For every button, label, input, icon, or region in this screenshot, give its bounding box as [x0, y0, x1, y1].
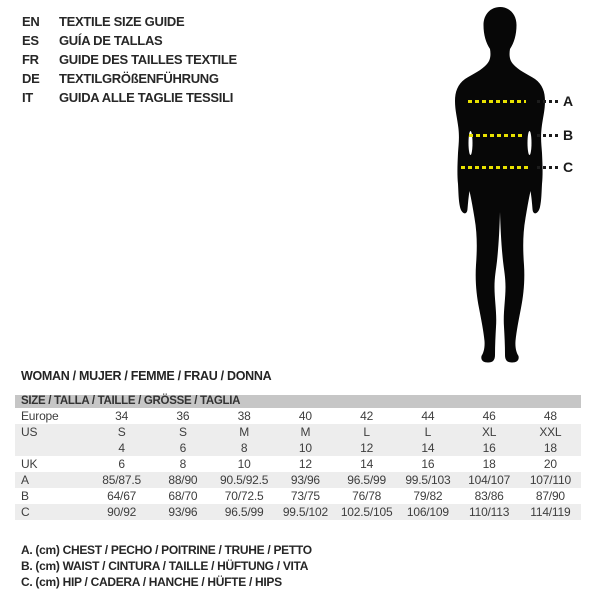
- hip-measure-line: [461, 166, 530, 169]
- table-cell: 96.5/99: [347, 473, 386, 487]
- table-row: [15, 424, 581, 440]
- table-cell: 93/96: [290, 473, 320, 487]
- table-cell: 12: [298, 457, 312, 471]
- size-table: [15, 395, 581, 520]
- table-cell: 87/90: [535, 489, 565, 503]
- table-cell: 114/119: [530, 505, 571, 519]
- table-row: [15, 408, 581, 424]
- table-cell: 10: [298, 441, 312, 455]
- table-cell: 79/82: [413, 489, 443, 503]
- table-cell: 107/110: [529, 473, 571, 487]
- language-row: [22, 31, 237, 50]
- table-cell: 90/92: [107, 505, 137, 519]
- language-title: TEXTILE SIZE GUIDE: [59, 14, 185, 29]
- table-row-label: B: [21, 489, 29, 503]
- table-row-label: C: [21, 505, 30, 519]
- table-row-label: Europe: [21, 409, 59, 423]
- table-cell: 38: [237, 409, 251, 423]
- table-cell: 42: [360, 409, 374, 423]
- woman-silhouette-figure: [430, 4, 570, 366]
- table-cell: 4: [118, 441, 125, 455]
- language-row: [22, 88, 237, 107]
- language-code: ES: [22, 33, 39, 48]
- language-title: GUIDA ALLE TAGLIE TESSILI: [59, 90, 234, 105]
- section-title: WOMAN / MUJER / FEMME / FRAU / DONNA: [21, 369, 272, 383]
- language-code: FR: [22, 52, 39, 67]
- table-cell: 70/72.5: [224, 489, 264, 503]
- marker-label-a: A: [563, 93, 573, 109]
- table-cell: L: [424, 425, 432, 439]
- table-cell: 16: [482, 441, 496, 455]
- waist-measure-line: [469, 134, 523, 137]
- table-cell: 46: [482, 409, 496, 423]
- table-cell: M: [300, 425, 311, 439]
- table-row: [15, 504, 581, 520]
- table-cell: 99.5/103: [405, 473, 451, 487]
- marker-label-c: C: [563, 159, 573, 175]
- table-cell: 93/96: [168, 505, 198, 519]
- language-row: [22, 50, 237, 69]
- table-row: [15, 472, 581, 488]
- table-row-label: A: [21, 473, 29, 487]
- table-cell: 88/90: [168, 473, 198, 487]
- table-row-label: US: [21, 425, 38, 439]
- table-cell: 106/109: [406, 505, 449, 519]
- table-cell: 99.5/102: [282, 505, 328, 519]
- table-cell: XXL: [539, 425, 562, 439]
- table-cell: 110/113: [469, 505, 510, 519]
- table-cell: 104/107: [468, 473, 511, 487]
- language-code: EN: [22, 14, 40, 29]
- table-cell: 90.5/92.5: [220, 473, 269, 487]
- table-cell: 14: [421, 441, 435, 455]
- table-cell: 34: [115, 409, 129, 423]
- table-cell: 96.5/99: [224, 505, 264, 519]
- table-cell: S: [178, 425, 187, 439]
- measurement-legend: [21, 542, 312, 590]
- table-cell: 18: [482, 457, 496, 471]
- table-cell: 14: [360, 457, 374, 471]
- table-cell: 6: [118, 457, 125, 471]
- chest-pointer-line: [537, 100, 560, 103]
- table-row: [15, 488, 581, 504]
- table-cell: 68/70: [168, 489, 198, 503]
- table-cell: M: [239, 425, 250, 439]
- table-cell: XL: [481, 425, 497, 439]
- table-row-label: [15, 440, 91, 456]
- table-cell: 76/78: [352, 489, 382, 503]
- language-row: [22, 12, 237, 31]
- language-list: [22, 12, 237, 107]
- table-cell: 8: [240, 441, 248, 455]
- table-cell: 6: [179, 441, 187, 455]
- table-cell: 8: [179, 457, 187, 471]
- table-cell: 85/87.5: [102, 473, 141, 487]
- size-table-body: [15, 408, 581, 520]
- language-row: [22, 69, 237, 88]
- table-cell: 20: [543, 457, 557, 471]
- table-cell: 83/86: [474, 489, 504, 503]
- legend-row: C. (cm) HIP / CADERA / HANCHE / HÜFTE / HIPS: [21, 575, 282, 589]
- table-cell: 44: [421, 409, 435, 423]
- table-cell: 16: [421, 457, 435, 471]
- waist-pointer-line: [537, 134, 560, 137]
- table-cell: 40: [298, 409, 312, 423]
- language-code: IT: [22, 90, 33, 105]
- table-row: [15, 440, 581, 456]
- table-cell: 48: [543, 409, 557, 423]
- chest-measure-line: [468, 100, 526, 103]
- marker-label-b: B: [563, 127, 573, 143]
- language-title: GUÍA DE TALLAS: [59, 33, 163, 48]
- language-code: DE: [22, 71, 40, 86]
- size-table-header: SIZE / TALLA / TAILLE / GRÖSSE / TAGLIA: [15, 395, 581, 408]
- table-cell: 36: [176, 409, 190, 423]
- table-cell: 73/75: [290, 489, 320, 503]
- hip-pointer-line: [537, 166, 560, 169]
- language-title: GUIDE DES TAILLES TEXTILE: [59, 52, 237, 67]
- table-row-label: UK: [21, 457, 38, 471]
- legend-row: A. (cm) CHEST / PECHO / POITRINE / TRUHE / PETTO: [21, 543, 312, 557]
- table-cell: 10: [237, 457, 251, 471]
- table-cell: L: [363, 425, 370, 439]
- table-cell: 64/67: [107, 489, 137, 503]
- table-cell: S: [117, 425, 126, 439]
- table-row: [15, 456, 581, 472]
- language-title: TEXTILGRÖßENFÜHRUNG: [59, 71, 219, 86]
- legend-row: B. (cm) WAIST / CINTURA / TAILLE / HÜFTUNG / VITA: [21, 559, 309, 573]
- table-cell: 12: [360, 441, 374, 455]
- table-cell: 18: [543, 441, 557, 455]
- table-cell: 102.5/105: [340, 505, 393, 519]
- woman-silhouette-icon: [430, 4, 570, 366]
